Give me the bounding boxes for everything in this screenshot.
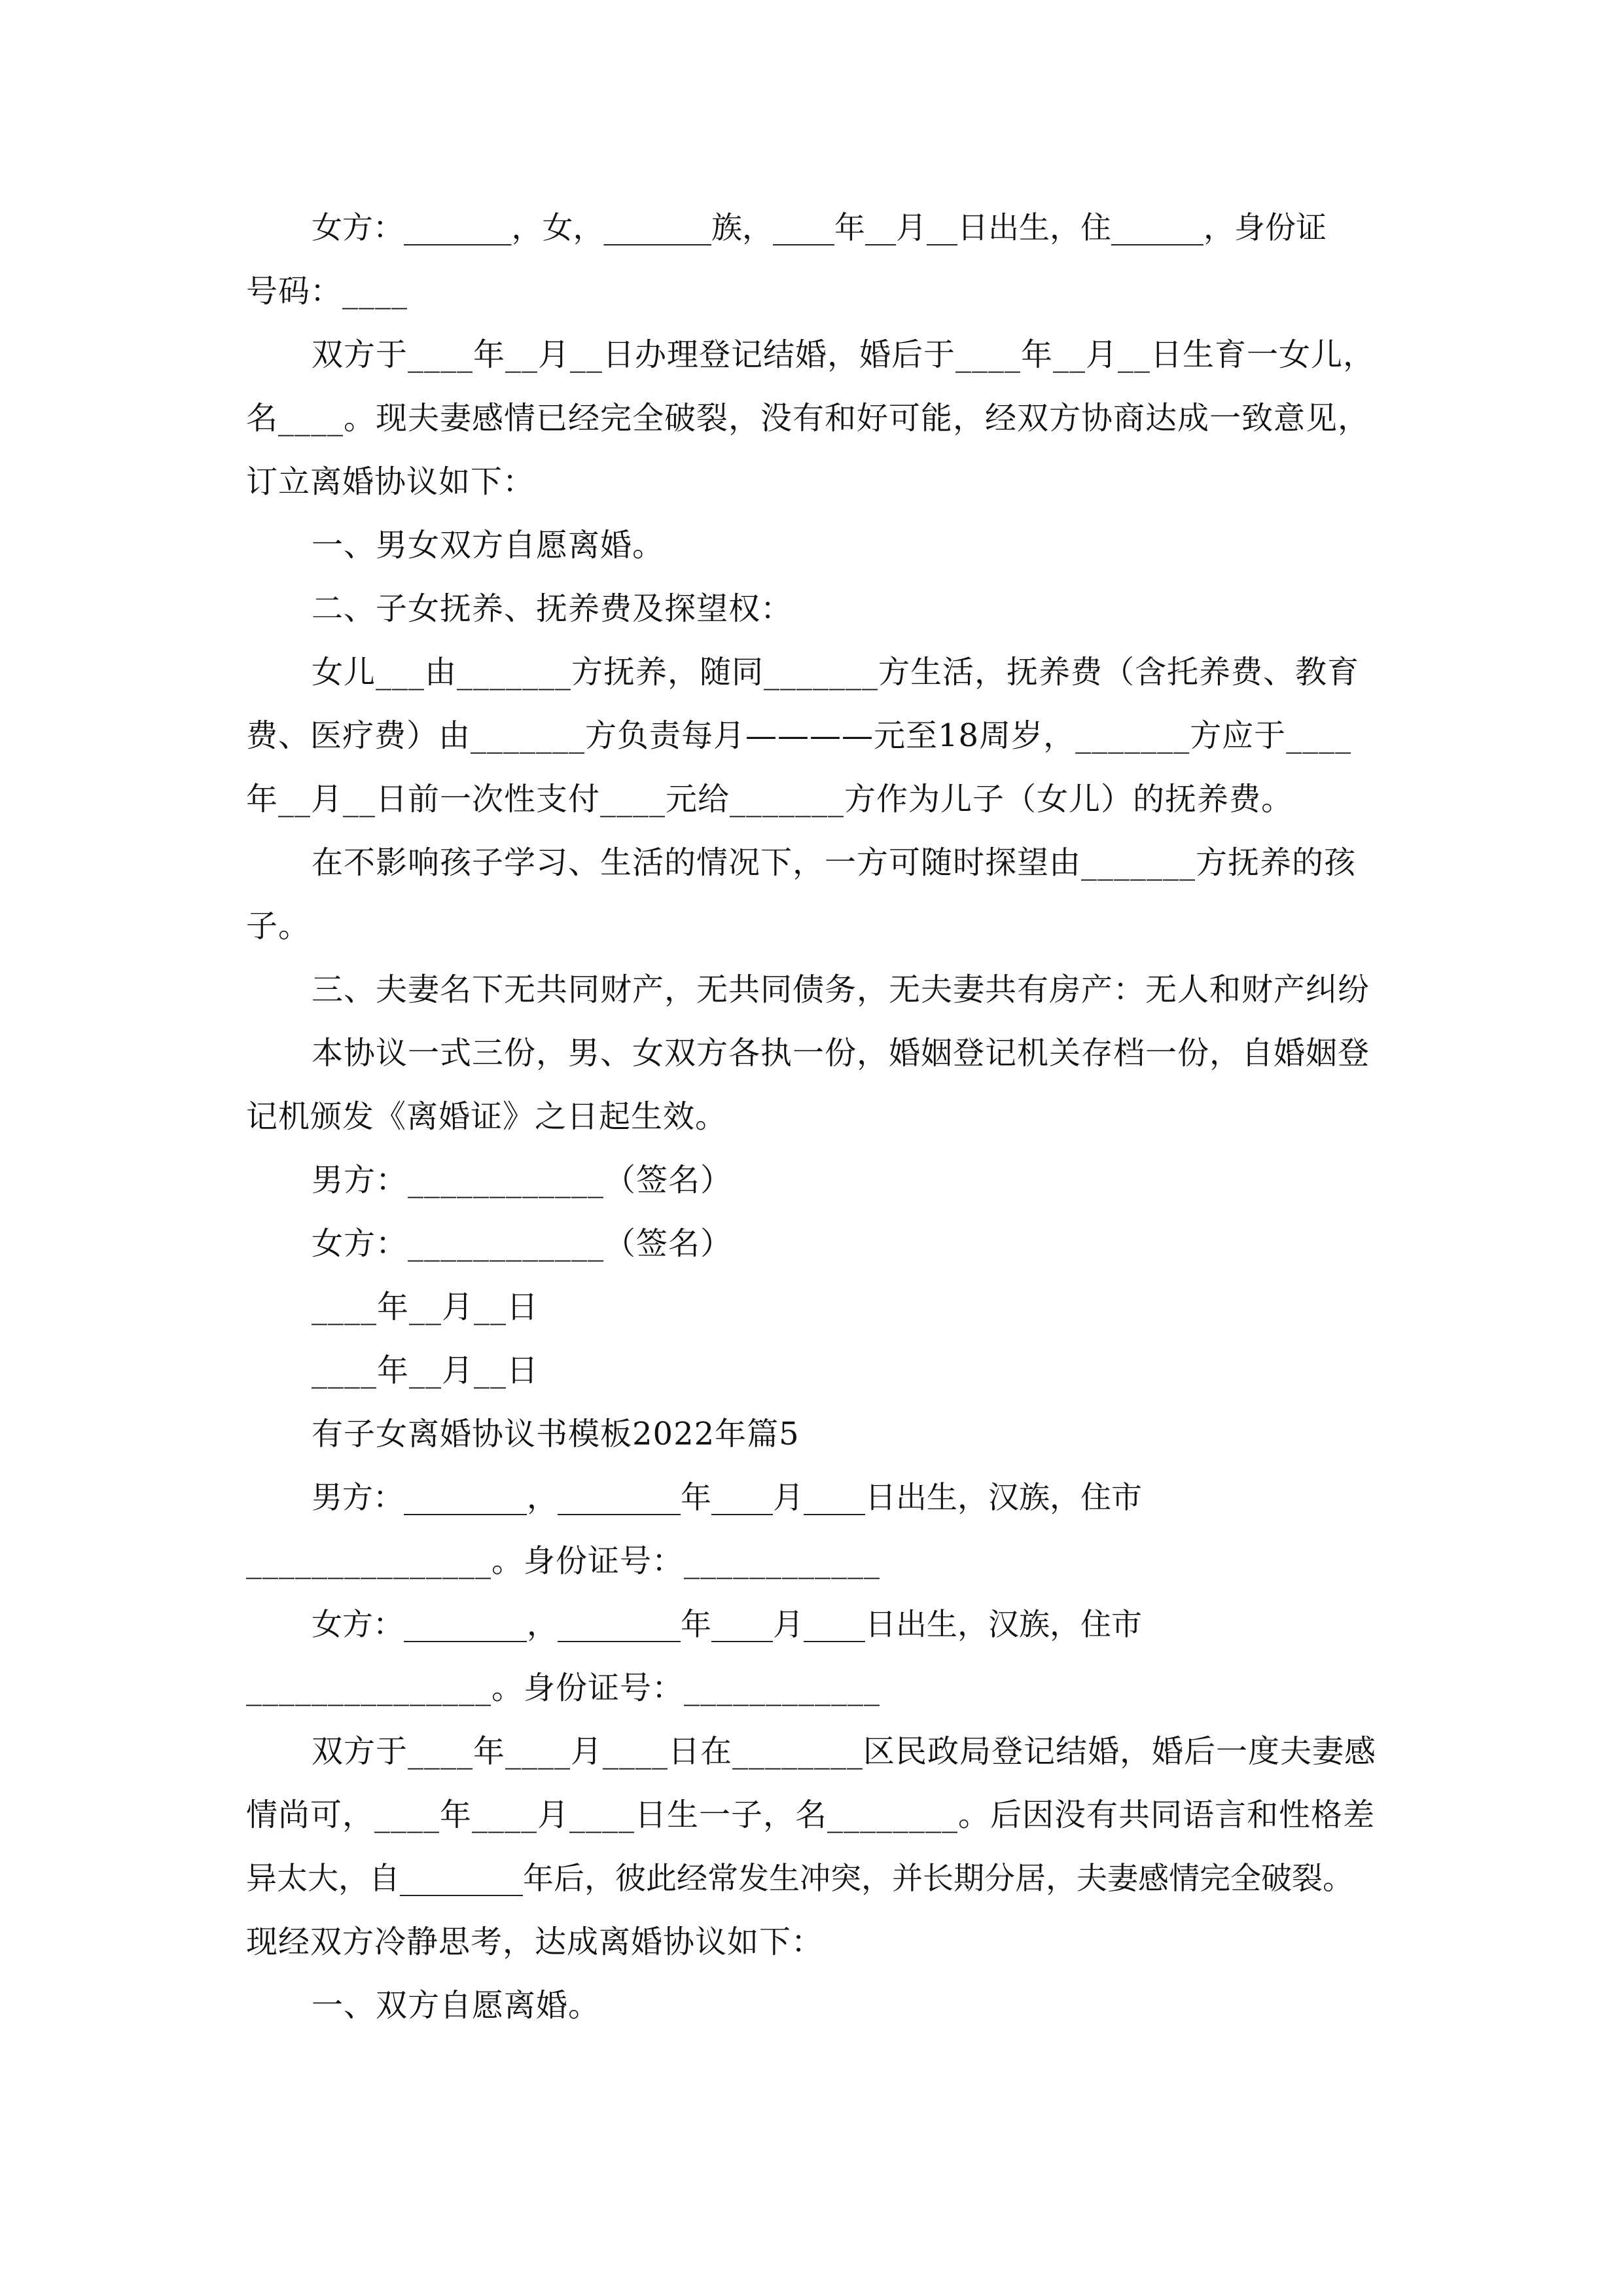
party-female-line: 女方：________，________年____月____日出生，汉族，住市 — [312, 1607, 1142, 1643]
paragraph-line: 年__月__日前一次性支付____元给_______方作为儿子（女儿）的抚养费。 — [246, 781, 1294, 817]
signature-line-male: 男方：____________（签名） — [312, 1162, 733, 1198]
paragraph-line: 双方于____年____月____日在________区民政局登记结婚，婚后一度夫妻感 — [312, 1733, 1377, 1770]
paragraph-line: 本协议一式三份，男、女双方各执一份，婚姻登记机关存档一份，自婚姻登 — [312, 1035, 1370, 1071]
clause-heading: 一、双方自愿离婚。 — [312, 1987, 601, 2024]
clause-heading: 一、男女双方自愿离婚。 — [312, 527, 665, 564]
clause-heading: 二、子女抚养、抚养费及探望权： — [312, 590, 793, 627]
paragraph-line: 记机颁发《离婚证》之日起生效。 — [246, 1098, 728, 1135]
clause-heading: 三、夫妻名下无共同财产，无共同债务，无夫妻共有房产：无人和财产纠纷 — [312, 971, 1370, 1008]
paragraph-line: 名____。现夫妻感情已经完全破裂，没有和好可能，经双方协商达成一致意见， — [246, 400, 1370, 437]
paragraph-line: 异太大，自________年后，彼此经常发生冲突，并长期分居，夫妻感情完全破裂。 — [246, 1861, 1353, 1897]
paragraph-line: 子。 — [246, 908, 311, 944]
paragraph-line: 在不影响孩子学习、生活的情况下，一方可随时探望由_______方抚养的孩 — [312, 844, 1357, 881]
paragraph-line: 双方于____年__月__日办理登记结婚，婚后于____年__月__日生育一女儿， — [312, 336, 1376, 373]
paragraph-line: 情尚可，____年____月____日生一子，名________。后因没有共同语言和性格差 — [246, 1797, 1376, 1833]
date-line: ____年__月__日 — [312, 1352, 539, 1389]
paragraph-line: 号码：____ — [246, 273, 408, 310]
paragraph-line: 订立离婚协议如下： — [246, 463, 535, 500]
paragraph-line: 现经双方冷静思考，达成离婚协议如下： — [246, 1924, 824, 1960]
signature-line-female: 女方：____________（签名） — [312, 1225, 733, 1262]
paragraph-line: 费、医疗费）由_______方负责每月————元至18周岁，_______方应于____ — [246, 717, 1352, 754]
paragraph-line: 女方：_______，女，_______族，____年__月__日出生，住______，身份证 — [312, 210, 1327, 246]
id-number-line: _______________。身份证号：____________ — [246, 1670, 881, 1706]
date-line: ____年__月__日 — [312, 1289, 539, 1325]
section-title: 有子女离婚协议书模板2022年篇5 — [312, 1416, 800, 1452]
id-number-line: _______________。身份证号：____________ — [246, 1543, 881, 1579]
paragraph-line: 女儿___由_______方抚养，随同_______方生活，抚养费（含托养费、教育 — [312, 654, 1360, 691]
document-body — [246, 196, 1378, 2037]
party-male-line: 男方：________，________年____月____日出生，汉族，住市 — [312, 1480, 1142, 1516]
